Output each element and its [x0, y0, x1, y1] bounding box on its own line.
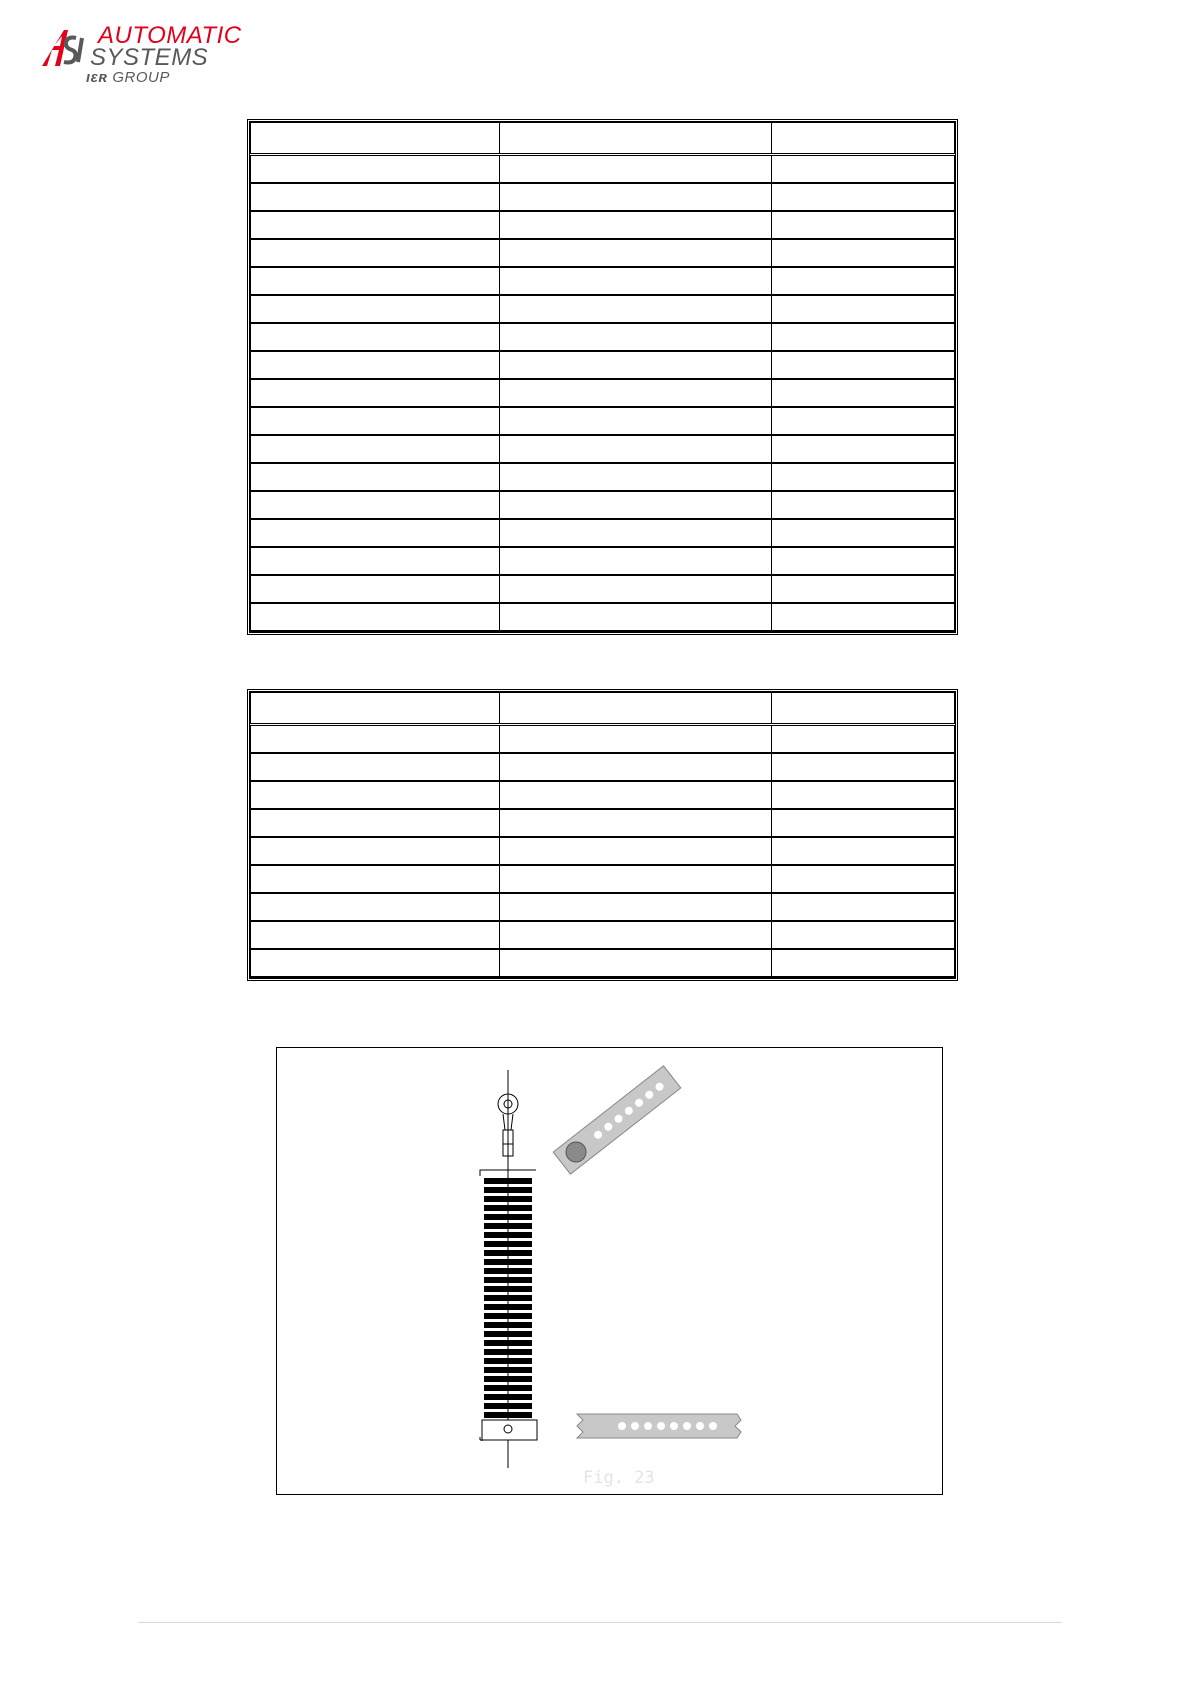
table-cell — [251, 407, 500, 435]
table-row — [251, 809, 955, 837]
ier-logo-icon: ıɛʀ — [86, 69, 108, 86]
tension-spring-icon — [480, 1070, 537, 1468]
table-cell — [771, 351, 955, 379]
table-cell — [771, 323, 955, 351]
table-cell — [771, 781, 955, 809]
table-row — [251, 603, 955, 631]
table-cell — [771, 155, 955, 184]
table-cell — [771, 603, 955, 631]
table-cell — [500, 781, 771, 809]
logo-text-automatic: AUTOMATIC — [98, 22, 242, 49]
table-row — [251, 239, 955, 267]
table-cell — [771, 407, 955, 435]
table-cell — [251, 323, 500, 351]
figure-caption: Fig. 23 — [583, 1468, 655, 1488]
table-cell — [500, 351, 771, 379]
table-cell — [771, 491, 955, 519]
table-cell — [771, 921, 955, 949]
table-row — [251, 211, 955, 239]
table-cell — [771, 725, 955, 754]
table-row — [251, 893, 955, 921]
table-cell — [771, 183, 955, 211]
table-row — [251, 435, 955, 463]
table-cell — [251, 781, 500, 809]
table-row — [251, 183, 955, 211]
perforated-strip-icon — [577, 1414, 741, 1438]
table-cell — [500, 407, 771, 435]
table-cell — [500, 949, 771, 977]
table-cell — [251, 463, 500, 491]
table-header-cell — [771, 123, 955, 155]
table-header-cell — [251, 693, 500, 725]
table-header-cell — [251, 123, 500, 155]
table-cell — [771, 575, 955, 603]
table-cell — [500, 211, 771, 239]
table-cell — [500, 547, 771, 575]
table-cell — [251, 183, 500, 211]
table-cell — [771, 949, 955, 977]
table-row — [251, 753, 955, 781]
table-cell — [251, 211, 500, 239]
table-cell — [771, 463, 955, 491]
table-cell — [500, 837, 771, 865]
table-row — [251, 295, 955, 323]
table-cell — [771, 295, 955, 323]
table-cell — [771, 809, 955, 837]
table-cell — [771, 547, 955, 575]
figure-spring-assembly — [276, 1047, 943, 1495]
table-header-cell — [500, 123, 771, 155]
table-row — [251, 575, 955, 603]
table-row — [251, 519, 955, 547]
logo-text-systems: SYSTEMS — [90, 44, 209, 71]
logo-group-label: GROUP — [112, 69, 170, 86]
table-cell — [500, 809, 771, 837]
table-cell — [500, 603, 771, 631]
table-cell — [771, 519, 955, 547]
company-logo — [38, 22, 248, 86]
table-row — [251, 949, 955, 977]
logo-text-group — [86, 69, 170, 86]
table-cell — [771, 865, 955, 893]
table-cell — [251, 295, 500, 323]
table-cell — [771, 211, 955, 239]
table-cell — [500, 865, 771, 893]
table-row — [251, 323, 955, 351]
table-cell — [500, 519, 771, 547]
table-header-cell — [771, 693, 955, 725]
table-cell — [251, 351, 500, 379]
table-cell — [251, 267, 500, 295]
spring-assembly-drawing — [277, 1048, 944, 1496]
table-row — [251, 781, 955, 809]
table-cell — [500, 575, 771, 603]
table-header-cell — [500, 693, 771, 725]
table-cell — [251, 491, 500, 519]
table-cell — [500, 463, 771, 491]
table-cell — [251, 379, 500, 407]
table-cell — [251, 239, 500, 267]
table-cell — [500, 435, 771, 463]
table-cell — [500, 753, 771, 781]
table-cell — [500, 239, 771, 267]
table-cell — [251, 155, 500, 184]
table-cell — [500, 267, 771, 295]
table-row — [251, 547, 955, 575]
table-cell — [771, 267, 955, 295]
table-row — [251, 379, 955, 407]
table-cell — [500, 921, 771, 949]
table-row — [251, 463, 955, 491]
table-row — [251, 725, 955, 754]
table-cell — [251, 519, 500, 547]
table-row — [251, 351, 955, 379]
table-row — [251, 407, 955, 435]
table-cell — [500, 725, 771, 754]
table-cell — [251, 603, 500, 631]
table-row — [251, 865, 955, 893]
table-cell — [771, 435, 955, 463]
table-cell — [500, 295, 771, 323]
table-header-row — [251, 123, 955, 155]
table-row — [251, 267, 955, 295]
table-cell — [771, 379, 955, 407]
table-cell — [771, 753, 955, 781]
table-cell — [251, 753, 500, 781]
table-cell — [251, 865, 500, 893]
table-cell — [500, 491, 771, 519]
table-cell — [500, 183, 771, 211]
table-row — [251, 921, 955, 949]
asi-logo-icon — [38, 26, 98, 70]
table-cell — [251, 725, 500, 754]
table-cell — [251, 575, 500, 603]
table-cell — [251, 547, 500, 575]
perforated-bracket-icon — [553, 1066, 681, 1174]
table-cell — [251, 893, 500, 921]
table-cell — [771, 837, 955, 865]
footer-divider — [138, 1622, 1062, 1623]
spec-table-2 — [250, 692, 955, 978]
table-cell — [251, 837, 500, 865]
table-cell — [500, 379, 771, 407]
table-header-row — [251, 693, 955, 725]
table-cell — [251, 809, 500, 837]
table-cell — [500, 893, 771, 921]
table-cell — [251, 921, 500, 949]
table-cell — [251, 435, 500, 463]
table-cell — [771, 893, 955, 921]
table-cell — [251, 949, 500, 977]
spec-table-1 — [250, 122, 955, 632]
table-row — [251, 491, 955, 519]
table-row — [251, 155, 955, 184]
table-cell — [500, 323, 771, 351]
table-row — [251, 837, 955, 865]
table-cell — [500, 155, 771, 184]
table-cell — [771, 239, 955, 267]
